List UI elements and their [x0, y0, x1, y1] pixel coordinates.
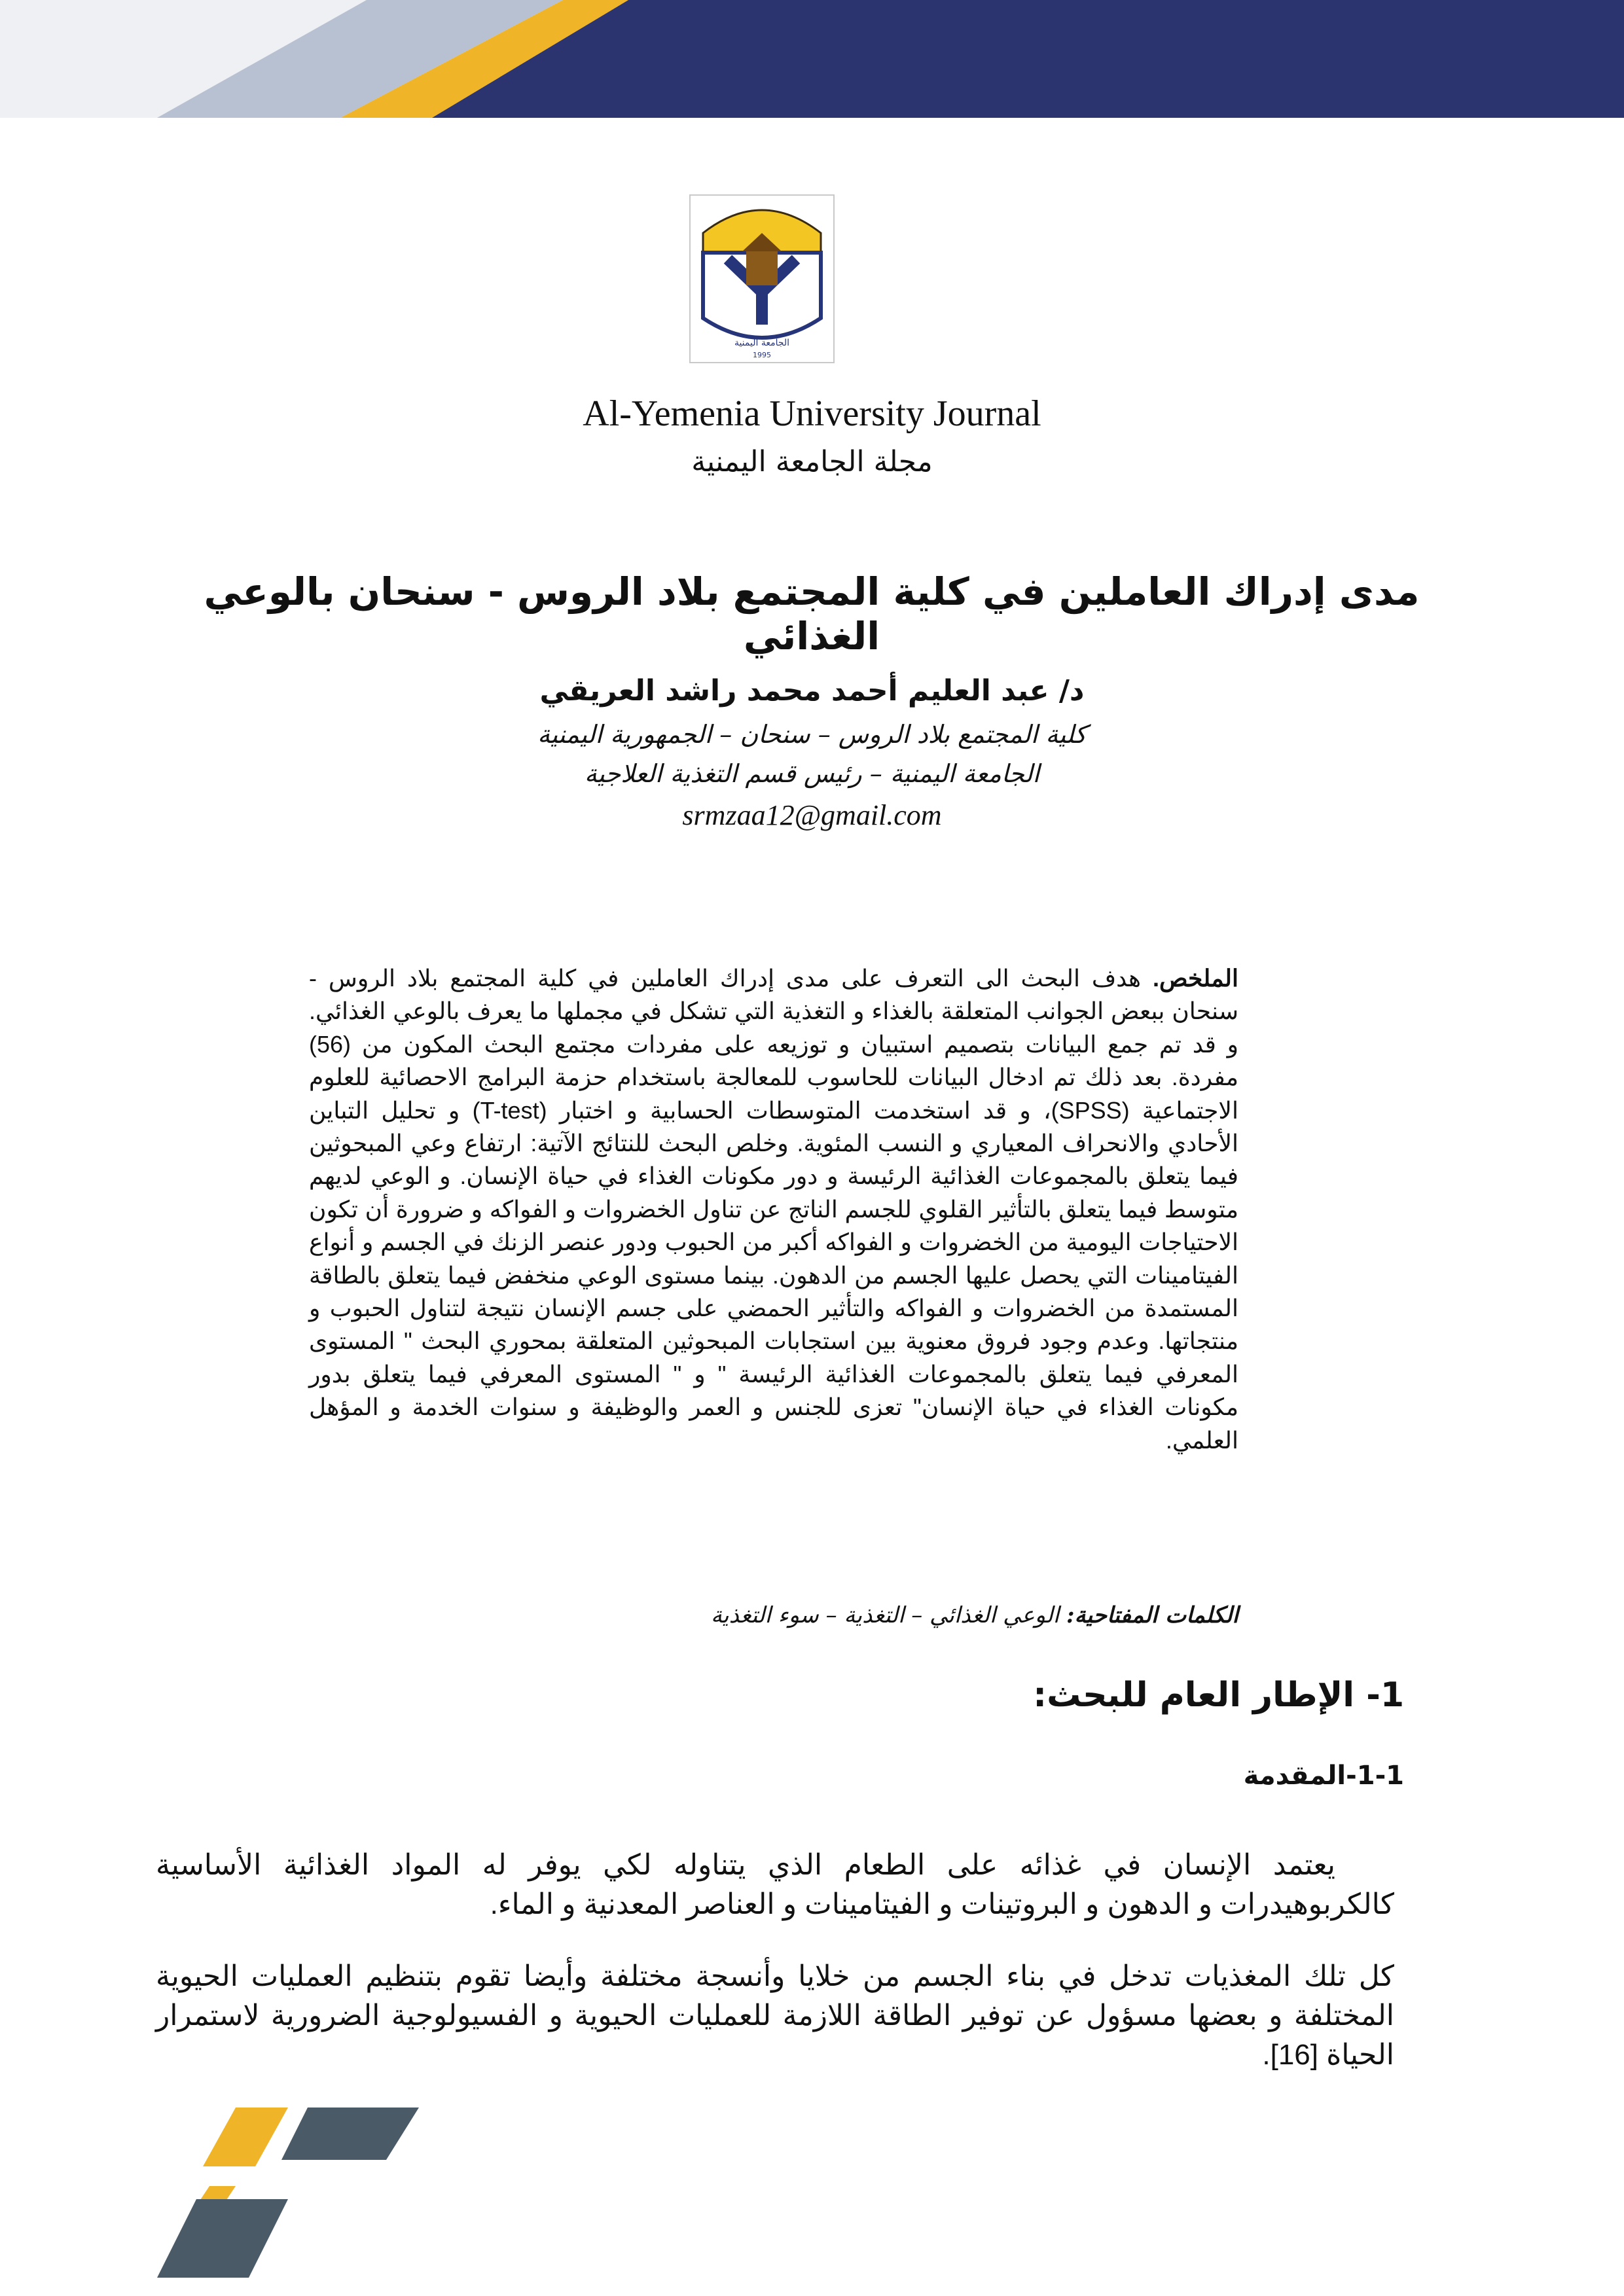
author-affiliation-1: كلية المجتمع بلاد الروس – سنحان – الجمهورية اليمنية [537, 720, 1087, 749]
deco-gray-shape-bottom [157, 2199, 288, 2278]
deco-gray-shape-top [281, 2108, 419, 2160]
intro-paragraph-1: يعتمد الإنسان في غذائه على الطعام الذي يتناوله لكي يوفر له المواد الغذائية الأساسية كالكربوهيدرات و الدهون و البروتينات و الفيتامينات و العناصر المعدنية و الماء. [156, 1849, 1394, 1920]
abstract-text: هدف البحث الى التعرف على مدى إدراك العاملين في كلية المجتمع بلاد الروس - سنحان ببعض الجوانب المتعلقة بالغذاء و التغذية التي تشكل في مجملها ما يعرف بالوعي الغذائي. و قد تم جمع البيانات بتصميم استبيان و توزيعه على مفردات مجتمع البحث المكون من (56) مفردة. بعد ذلك تم ادخال البيانات للحاسوب للمعالجة باستخدام حزمة البرامج الاحصائية للعلوم الاجتماعية (SPSS)، و قد استخدمت المتوسطات الحسابية و اختبار (T-test) و تحليل التباين الأحادي والانحراف المعياري و النسب المئوية. وخلص البحث للنتائج الآتية: ارتفاع وعي المبحوثين فيما يتعلق بالمجموعات الغذائية الرئيسة و دور مكونات الغذاء في حياة الإنسان. و الوعي لديهم متوسط فيما يتعلق بالتأثير القلوي للجسم الناتج عن تناول الخضروات و الفواكه و ضرورة أن تكون الاحتياجات اليومية من الخضروات و الفواكه أكبر من الحبوب ودور عنصر الزنك في الجسم و أنواع الفيتامينات التي يحصل عليها الجسم من الدهون. بينما مستوى الوعي منخفض فيما يتعلق بالطاقة المستمدة من الخضروات و الفواكه والتأثير الحمضي على جسم الإنسان نتيجة لتناول الحبوب و منتجاتها. وعدم وجود فروق معنوية بين استجابات المبحوثين المتعلقة بمحوري البحث " المستوى المعرفي فيما يتعلق بالمجموعات الغذائية الرئيسة " و " المستوى المعرفي فيما يتعلق بدور مكونات الغذاء في حياة الإنسان" تعزى للجنس و العمر والوظيفة و سنوات الخدمة و المؤهل العلمي. [309, 965, 1239, 1454]
abstract-block [309, 962, 1238, 1457]
intro-paragraph-2: كل تلك المغذيات تدخل في بناء الجسم من خلايا وأنسجة مختلفة وأيضا تقوم بتنظيم العمليات الحيوية المختلفة و بعضها مسؤول عن توفير الطاقة اللازمة للعمليات الحيوية و الفسيولوجية الضرورية لاستمرار الحياة [16]. [156, 1960, 1394, 2071]
author-affiliation-2: الجامعة اليمنية – رئيس قسم التغذية العلاجية [584, 759, 1040, 788]
band-navy-stripe [432, 0, 1624, 118]
svg-text:الجامعة اليمنية: الجامعة اليمنية [734, 338, 790, 348]
article-title: مدى إدراك العاملين في كلية المجتمع بلاد الروس - سنحان بالوعي الغذائي [204, 569, 1420, 658]
section-heading: 1- الإطار العام للبحث: [1033, 1676, 1404, 1715]
keywords-line [309, 1602, 1238, 1628]
author-name: د/ عبد العليم أحمد محمد راشد العريقي [539, 674, 1085, 708]
journal-name-arabic: مجلة الجامعة اليمنية [691, 445, 933, 478]
author-email[interactable]: srmzaa12@gmail.com [682, 799, 942, 831]
subsection-heading: 1-1-المقدمة [1243, 1761, 1404, 1791]
footer-decoration [157, 2108, 432, 2291]
university-logo [689, 194, 835, 364]
abstract-label: الملخص. [1152, 965, 1238, 992]
keywords-text: الوعي الغذائي – التغذية – سوء التغذية [710, 1602, 1060, 1628]
header-decorative-band [0, 0, 1624, 118]
journal-name-english: Al-Yemenia University Journal [583, 393, 1041, 434]
svg-text:1995: 1995 [753, 351, 771, 359]
keywords-label: الكلمات المفتاحية: [1066, 1602, 1238, 1628]
deco-yellow-shape [203, 2108, 288, 2166]
